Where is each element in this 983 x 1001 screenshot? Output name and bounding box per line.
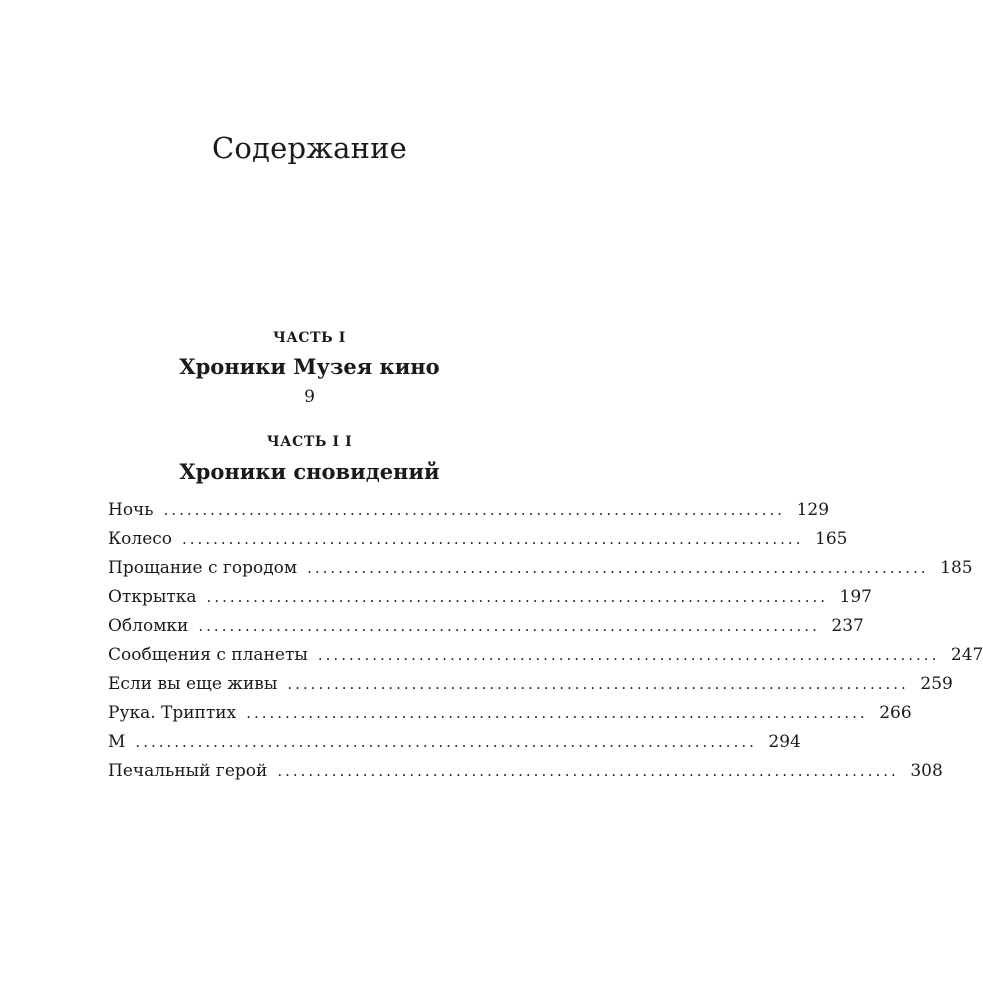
- dot-leader: ................................................................................: [135, 733, 757, 751]
- part-one-title[interactable]: Хроники Музея кино: [179, 354, 440, 379]
- toc-entry-page: 165: [815, 529, 848, 549]
- dot-leader: ................................................................................: [317, 646, 940, 664]
- dot-leader: ................................................................................: [163, 501, 786, 519]
- toc-entry-title: Открытка: [108, 587, 197, 607]
- toc-entry[interactable]: [108, 616, 864, 645]
- toc-entry-page: 259: [920, 674, 953, 694]
- part-one-page[interactable]: 9: [304, 387, 315, 407]
- dot-leader: ................................................................................: [198, 617, 820, 635]
- toc-entry[interactable]: [108, 732, 801, 761]
- toc-entry[interactable]: [108, 674, 953, 703]
- page-title: Содержание: [211, 131, 408, 166]
- toc-entry-title: Ночь: [108, 500, 154, 520]
- dot-leader: ................................................................................: [277, 762, 899, 780]
- dot-leader: ................................................................................: [206, 588, 828, 606]
- toc-entry-page: 247: [950, 645, 983, 665]
- part-one-label: ЧАСТЬ I: [273, 330, 346, 346]
- toc-entry-page: 294: [768, 732, 801, 752]
- toc-entry-page: 237: [831, 616, 864, 636]
- toc-entry[interactable]: [108, 558, 973, 587]
- toc-entry-page: 266: [879, 703, 912, 723]
- toc-entry-page: 308: [910, 761, 943, 781]
- toc-entry-page: 129: [796, 500, 830, 520]
- toc-entry[interactable]: [108, 587, 872, 616]
- dot-leader: ................................................................................: [307, 559, 929, 577]
- toc-entry-title: Если вы еще живы: [108, 674, 278, 694]
- toc-entry[interactable]: [108, 500, 830, 529]
- part-two-title[interactable]: Хроники сновидений: [179, 459, 440, 484]
- toc-entry-title: Обломки: [108, 616, 189, 636]
- toc-entry[interactable]: [108, 645, 983, 674]
- toc-entry-page: 197: [839, 587, 872, 607]
- toc-list: [108, 500, 983, 790]
- toc-entry[interactable]: [108, 761, 943, 790]
- part-two-label: ЧАСТЬ I I: [266, 434, 353, 450]
- toc-entry-title: Печальный герой: [108, 761, 268, 781]
- dot-leader: ................................................................................: [287, 675, 909, 693]
- toc-entry[interactable]: [108, 703, 912, 732]
- toc-entry-title: Рука. Триптих: [108, 703, 237, 723]
- toc-entry[interactable]: [108, 529, 848, 558]
- toc-entry-title: Колесо: [108, 529, 173, 549]
- toc-entry-title: Прощание с городом: [108, 558, 298, 578]
- dot-leader: ................................................................................: [246, 704, 868, 722]
- toc-entry-page: 185: [940, 558, 973, 578]
- dot-leader: ................................................................................: [182, 530, 804, 548]
- toc-entry-title: Сообщения с планеты: [108, 645, 308, 665]
- toc-entry-title: М: [108, 732, 126, 752]
